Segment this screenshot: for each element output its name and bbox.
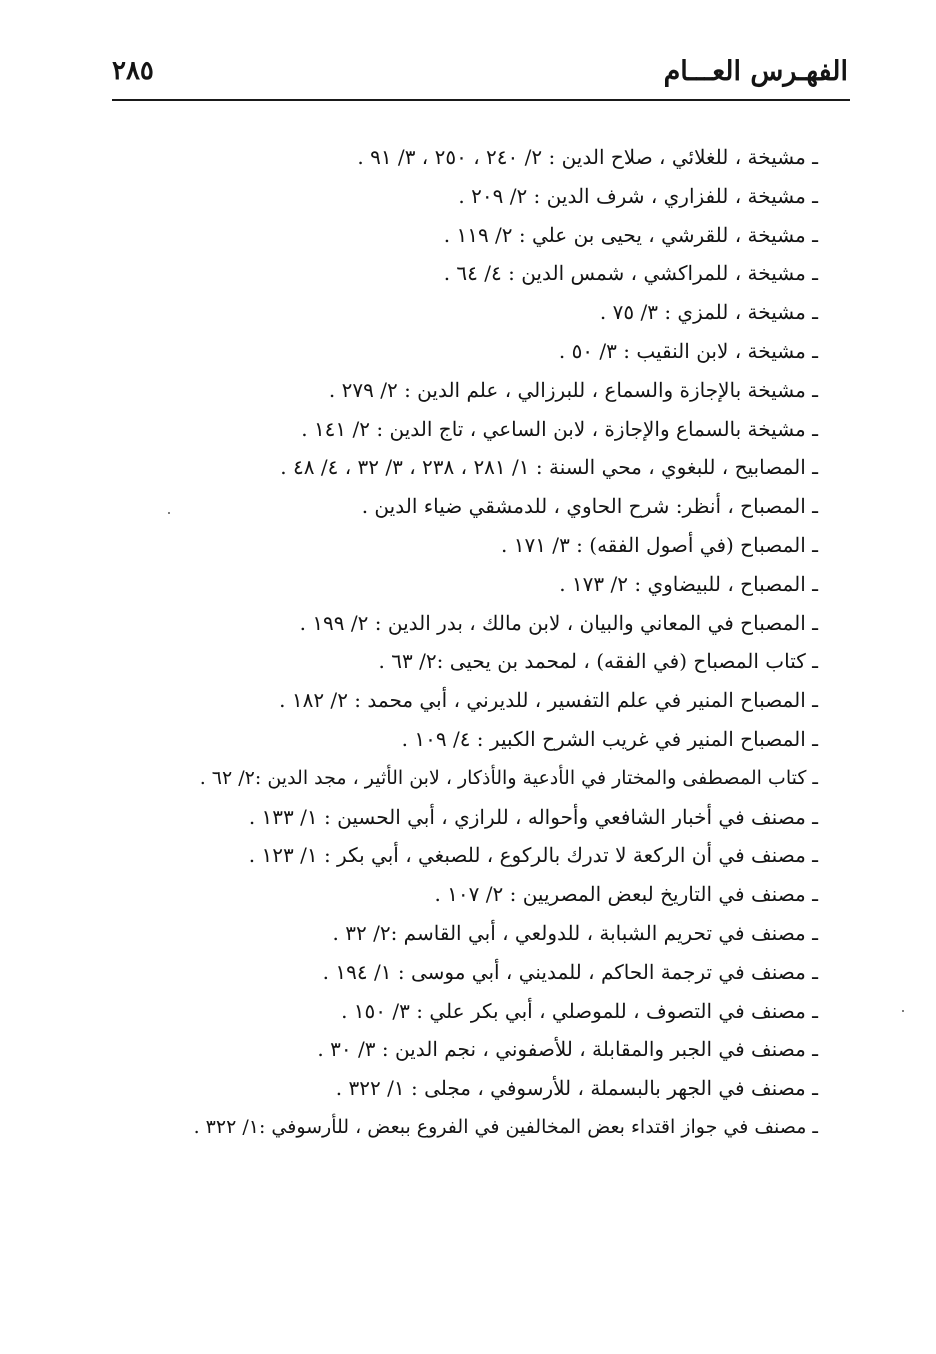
index-entry: ـ مشيخة ، للمزي : ٣/ ٧٥ . [599, 300, 818, 325]
index-entry: ـ مصنف في التصوف ، للموصلي ، أبي بكر علي : ٣/ ١٥٠ . [341, 998, 818, 1023]
index-entry: ـ المصابيح ، للبغوي ، محي السنة : ١/ ٢٨١ ، ٢٣٨ ، ٣/ ٣٢ ، ٤/ ٤٨ . [280, 455, 818, 480]
index-entry: ـ مصنف في ترجمة الحاكم ، للمديني ، أبي موسى : ١/ ١٩٤ . [322, 959, 818, 984]
scan-speck [168, 512, 170, 514]
running-title: الفهـرس العـــام [663, 56, 848, 87]
scan-speck [902, 1010, 904, 1012]
index-entries [118, 138, 818, 1147]
page-number: ٢٨٥ [112, 56, 154, 86]
index-entry: ـ مشيخة ، للفزاري ، شرف الدين : ٢/ ٢٠٩ . [458, 183, 818, 208]
index-entry: ـ مصنف في أن الركعة لا تدرك بالركوع ، للصبغي ، أبي بكر : ١/ ١٢٣ . [248, 843, 818, 868]
header-rule [112, 99, 850, 101]
index-entry: ـ كتاب المصباح (في الفقه) ، لمحمد بن يحيى :٢/ ٦٣ . [378, 649, 818, 674]
index-entry: ـ كتاب المصطفى والمختار في الأدعية والأذكار ، لابن الأثير ، مجد الدين :٢/ ٦٢ . [199, 766, 818, 789]
index-entry: ـ مصنف في تحريم الشبابة ، للدولعي ، أبي القاسم :٢/ ٣٢ . [332, 920, 818, 945]
index-entry: ـ مصنف في أخبار الشافعي وأحواله ، للرازي ، أبي الحسين : ١/ ١٣٣ . [248, 804, 818, 829]
index-entry: ـ المصباح المنير في غريب الشرح الكبير : ٤/ ١٠٩ . [401, 726, 818, 751]
index-entry: ـ المصباح المنير في علم التفسير ، للديرني ، أبي محمد : ٢/ ١٨٢ . [279, 688, 818, 713]
index-entry: ـ مصنف في التاريخ لبعض المصريين : ٢/ ١٠٧ . [434, 882, 818, 907]
index-entry: ـ مشيخة ، لابن النقيب : ٣/ ٥٠ . [558, 338, 818, 363]
index-entry: ـ المصباح في المعاني والبيان ، لابن مالك ، بدر الدين : ٢/ ١٩٩ . [299, 610, 818, 635]
index-entry: ـ مشيخة ، للمراكشي ، شمس الدين : ٤/ ٦٤ . [443, 261, 818, 286]
index-entry: ـ مصنف في الجبر والمقابلة ، للأصفوني ، نجم الدين : ٣/ ٣٠ . [317, 1037, 818, 1062]
index-entry: ـ مشيخة بالإجازة والسماع ، للبرزالي ، علم الدين : ٢/ ٢٧٩ . [328, 377, 818, 402]
index-entry: ـ مشيخة ، للغلائي ، صلاح الدين : ٢/ ٢٤٠ ، ٢٥٠ ، ٣/ ٩١ . [357, 145, 818, 169]
index-entry: ـ المصباح ، أنظر: شرح الحاوي ، للدمشقي ضياء الدين . [361, 494, 818, 519]
index-entry: ـ المصباح (في أصول الفقه) : ٣/ ١٧١ . [501, 532, 818, 557]
index-entry: ـ مصنف في جواز اقتداء بعض المخالفين في الفروع ببعض ، للأرسوفي :١/ ٣٢٢ . [193, 1115, 818, 1138]
index-entry: ـ مشيخة ، للقرشي ، يحيى بن علي : ٢/ ١١٩ . [443, 222, 818, 247]
index-entry: ـ المصباح ، للبيضاوي : ٢/ ١٧٣ . [559, 571, 818, 596]
index-entry: ـ مشيخة بالسماع والإجازة ، لابن الساعي ، تاج الدين : ٢/ ١٤١ . [301, 416, 818, 441]
page-header [112, 50, 848, 94]
index-entry: ـ مصنف في الجهر بالبسملة ، للأرسوفي ، مجلى : ١/ ٣٢٢ . [335, 1076, 818, 1101]
